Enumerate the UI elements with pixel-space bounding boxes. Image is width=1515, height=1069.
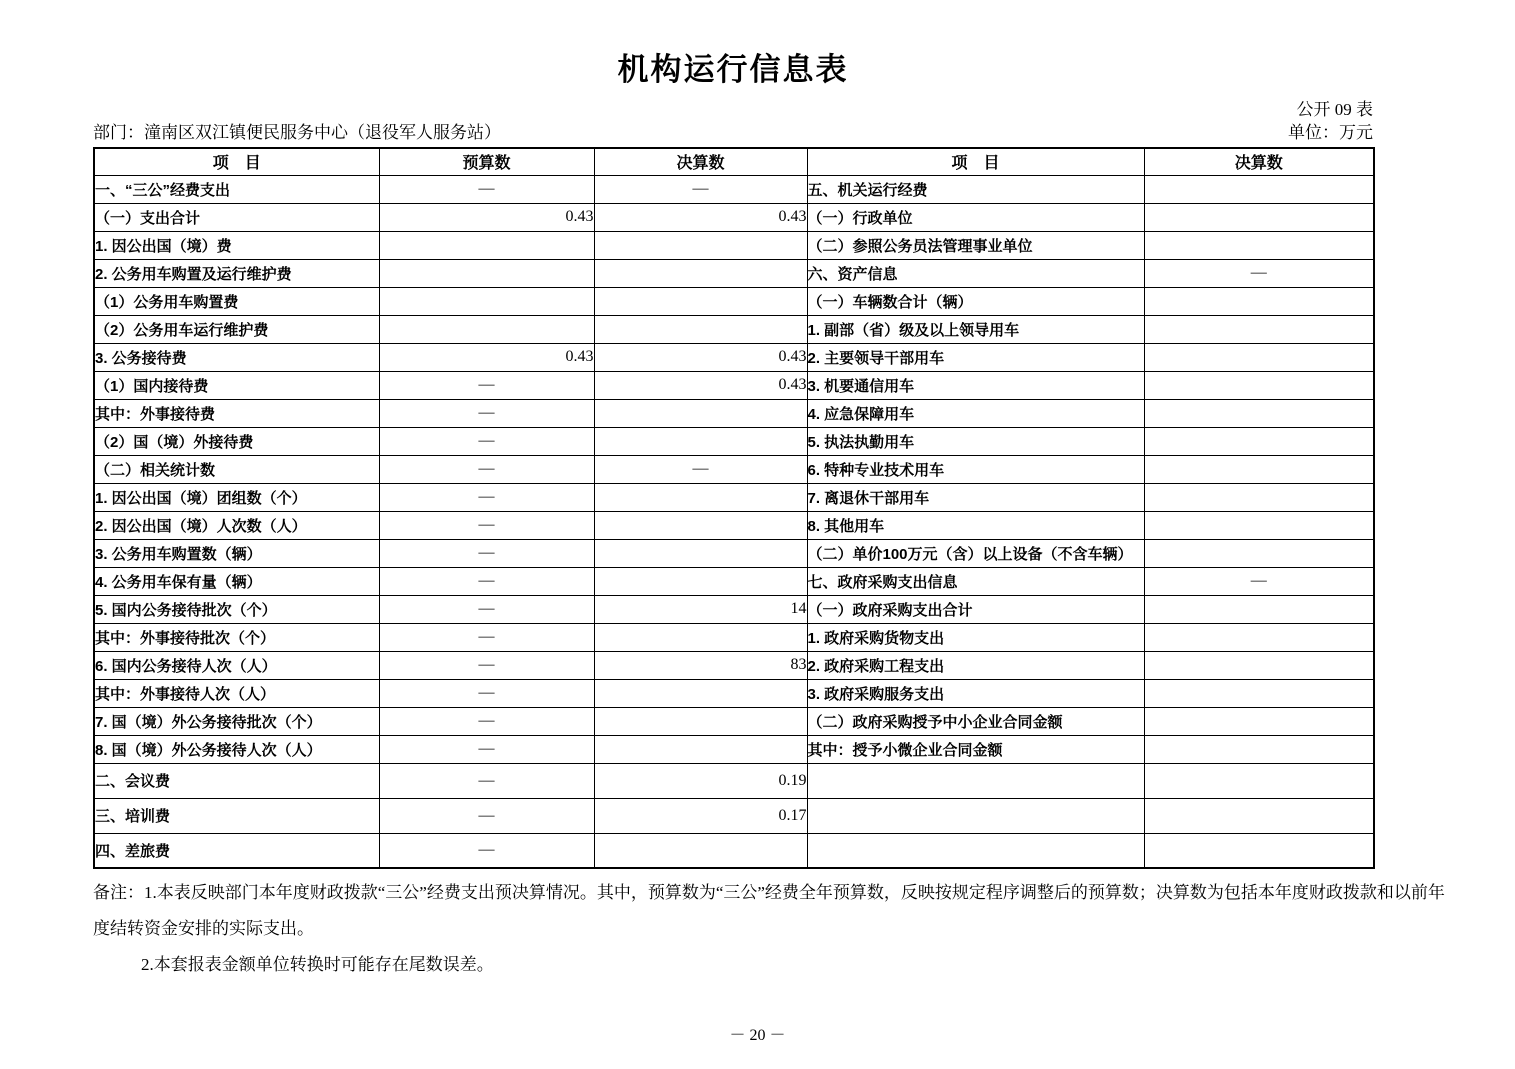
item-label-right: （二）参照公务员法管理事业单位: [807, 231, 1144, 259]
item-label-left: （2）国（境）外接待费: [94, 427, 379, 455]
budget-value: —: [379, 833, 594, 868]
item-label-right: 7. 离退休干部用车: [807, 483, 1144, 511]
final-value-left: [594, 833, 807, 868]
final-value-left: 14: [594, 595, 807, 623]
final-value-right: [1144, 455, 1374, 483]
final-value-right: [1144, 763, 1374, 798]
final-value-right: —: [1144, 259, 1374, 287]
budget-value: [379, 315, 594, 343]
final-value-right: [1144, 539, 1374, 567]
item-label-left: 一、“三公”经费支出: [94, 175, 379, 203]
item-label-right: 3. 机要通信用车: [807, 371, 1144, 399]
budget-value: —: [379, 763, 594, 798]
department-label: 部门：潼南区双江镇便民服务中心（退役军人服务站）: [93, 123, 501, 142]
item-label-left: 三、培训费: [94, 798, 379, 833]
item-label-left: 1. 因公出国（境）费: [94, 231, 379, 259]
item-label-left: 二、会议费: [94, 763, 379, 798]
final-value-left: [594, 231, 807, 259]
budget-value: —: [379, 798, 594, 833]
item-label-right: 3. 政府采购服务支出: [807, 679, 1144, 707]
item-label-right: 七、政府采购支出信息: [807, 567, 1144, 595]
final-value-right: [1144, 707, 1374, 735]
final-value-left: [594, 315, 807, 343]
final-value-right: [1144, 679, 1374, 707]
budget-value: —: [379, 567, 594, 595]
item-label-right: [807, 833, 1144, 868]
item-label-left: （二）相关统计数: [94, 455, 379, 483]
item-label-right: 5. 执法执勤用车: [807, 427, 1144, 455]
budget-value: —: [379, 371, 594, 399]
final-value-right: [1144, 623, 1374, 651]
item-label-left: 四、差旅费: [94, 833, 379, 868]
final-value-right: [1144, 595, 1374, 623]
item-label-right: 五、机关运行经费: [807, 175, 1144, 203]
final-value-right: [1144, 399, 1374, 427]
footnote-2: 2.本套报表金额单位转换时可能存在尾数误差。: [141, 955, 494, 974]
final-value-left: 0.43: [594, 203, 807, 231]
table-row: [94, 399, 1374, 427]
final-value-left: [594, 483, 807, 511]
final-value-left: [594, 399, 807, 427]
table-row: [94, 455, 1374, 483]
budget-value: —: [379, 427, 594, 455]
budget-value: —: [379, 707, 594, 735]
budget-value: —: [379, 175, 594, 203]
item-label-right: 六、资产信息: [807, 259, 1144, 287]
unit-label: 单位：万元: [1288, 123, 1373, 142]
table-row: [94, 427, 1374, 455]
budget-value: —: [379, 455, 594, 483]
header-item-right: 项 目: [807, 148, 1144, 175]
header-final-left: 决算数: [594, 148, 807, 175]
final-value-left: 0.17: [594, 798, 807, 833]
item-label-left: （1）公务用车购置费: [94, 287, 379, 315]
table-row: [94, 343, 1374, 371]
table-row: [94, 287, 1374, 315]
final-value-left: [594, 623, 807, 651]
table-body: [94, 175, 1374, 868]
item-label-left: 其中：外事接待人次（人）: [94, 679, 379, 707]
item-label-right: 1. 政府采购货物支出: [807, 623, 1144, 651]
final-value-right: [1144, 287, 1374, 315]
header-final-right: 决算数: [1144, 148, 1374, 175]
final-value-right: [1144, 798, 1374, 833]
item-label-right: 2. 主要领导干部用车: [807, 343, 1144, 371]
budget-value: [379, 231, 594, 259]
table-row: [94, 833, 1374, 868]
item-label-right: （一）行政单位: [807, 203, 1144, 231]
budget-value: —: [379, 483, 594, 511]
item-label-right: 其中：授予小微企业合同金额: [807, 735, 1144, 763]
header-item-left: 项 目: [94, 148, 379, 175]
final-value-right: [1144, 343, 1374, 371]
budget-value: [379, 259, 594, 287]
final-value-left: —: [594, 175, 807, 203]
item-label-right: 6. 特种专业技术用车: [807, 455, 1144, 483]
table-row: [94, 539, 1374, 567]
table-row: [94, 371, 1374, 399]
budget-value: —: [379, 399, 594, 427]
item-label-left: 其中：外事接待费: [94, 399, 379, 427]
item-label-left: 8. 国（境）外公务接待人次（人）: [94, 735, 379, 763]
item-label-left: （2）公务用车运行维护费: [94, 315, 379, 343]
final-value-right: —: [1144, 567, 1374, 595]
budget-value: 0.43: [379, 203, 594, 231]
footnotes: [93, 875, 1451, 983]
final-value-left: 0.19: [594, 763, 807, 798]
budget-value: —: [379, 735, 594, 763]
header-row: [94, 148, 1374, 175]
table-row: [94, 623, 1374, 651]
final-value-left: [594, 427, 807, 455]
final-value-left: 0.43: [594, 343, 807, 371]
final-value-right: [1144, 651, 1374, 679]
table-row: [94, 567, 1374, 595]
meta-row: [93, 121, 1373, 145]
final-value-left: [594, 707, 807, 735]
table-row: [94, 735, 1374, 763]
final-value-right: [1144, 427, 1374, 455]
final-value-right: [1144, 483, 1374, 511]
final-value-left: 83: [594, 651, 807, 679]
table-row: [94, 511, 1374, 539]
table-header: [94, 148, 1374, 175]
item-label-left: 1. 因公出国（境）团组数（个）: [94, 483, 379, 511]
table-row: [94, 798, 1374, 833]
item-label-left: （1）国内接待费: [94, 371, 379, 399]
table-row: [94, 483, 1374, 511]
final-value-right: [1144, 315, 1374, 343]
table-row: [94, 679, 1374, 707]
final-value-left: [594, 287, 807, 315]
page-title: 机构运行信息表: [617, 52, 849, 87]
item-label-left: 3. 公务接待费: [94, 343, 379, 371]
item-label-right: 4. 应急保障用车: [807, 399, 1144, 427]
item-label-left: 其中：外事接待批次（个）: [94, 623, 379, 651]
item-label-left: 7. 国（境）外公务接待批次（个）: [94, 707, 379, 735]
final-value-right: [1144, 203, 1374, 231]
page-number: － 20 －: [729, 1027, 786, 1044]
budget-value: —: [379, 623, 594, 651]
final-value-right: [1144, 231, 1374, 259]
table-row: [94, 175, 1374, 203]
table-row: [94, 203, 1374, 231]
final-value-left: —: [594, 455, 807, 483]
header-budget: 预算数: [379, 148, 594, 175]
item-label-right: （一）政府采购支出合计: [807, 595, 1144, 623]
form-code: 公开 09 表: [1296, 100, 1373, 119]
item-label-left: 2. 因公出国（境）人次数（人）: [94, 511, 379, 539]
budget-value: —: [379, 595, 594, 623]
item-label-right: [807, 763, 1144, 798]
item-label-left: 5. 国内公务接待批次（个）: [94, 595, 379, 623]
item-label-right: [807, 798, 1144, 833]
table-row: [94, 259, 1374, 287]
budget-value: [379, 287, 594, 315]
final-value-left: [594, 539, 807, 567]
item-label-right: （二）单价100万元（含）以上设备（不含车辆）: [807, 539, 1144, 567]
final-value-right: [1144, 175, 1374, 203]
final-value-left: [594, 679, 807, 707]
item-label-left: （一）支出合计: [94, 203, 379, 231]
final-value-left: [594, 567, 807, 595]
table-row: [94, 595, 1374, 623]
budget-value: —: [379, 511, 594, 539]
budget-value: —: [379, 679, 594, 707]
table-row: [94, 707, 1374, 735]
item-label-right: 2. 政府采购工程支出: [807, 651, 1144, 679]
item-label-right: 8. 其他用车: [807, 511, 1144, 539]
item-label-right: （二）政府采购授予中小企业合同金额: [807, 707, 1144, 735]
final-value-right: [1144, 735, 1374, 763]
item-label-left: 6. 国内公务接待人次（人）: [94, 651, 379, 679]
budget-value: —: [379, 651, 594, 679]
table-row: [94, 651, 1374, 679]
final-value-left: [594, 259, 807, 287]
table-row: [94, 763, 1374, 798]
item-label-right: （一）车辆数合计（辆）: [807, 287, 1144, 315]
final-value-left: [594, 511, 807, 539]
footnote-1: 备注：1.本表反映部门本年度财政拨款“三公”经费支出预决算情况。其中，预算数为“三公”经费全年预算数，反映按规定程序调整后的预算数；决算数为包括本年度财政拨款和以前年度结转资金安排的实际支出。: [93, 883, 1445, 938]
final-value-left: 0.43: [594, 371, 807, 399]
item-label-left: 2. 公务用车购置及运行维护费: [94, 259, 379, 287]
operation-info-table: [93, 147, 1375, 869]
final-value-right: [1144, 833, 1374, 868]
final-value-right: [1144, 371, 1374, 399]
budget-value: —: [379, 539, 594, 567]
final-value-right: [1144, 511, 1374, 539]
budget-value: 0.43: [379, 343, 594, 371]
table-row: [94, 231, 1374, 259]
final-value-left: [594, 735, 807, 763]
table-row: [94, 315, 1374, 343]
item-label-right: 1. 副部（省）级及以上领导用车: [807, 315, 1144, 343]
item-label-left: 3. 公务用车购置数（辆）: [94, 539, 379, 567]
item-label-left: 4. 公务用车保有量（辆）: [94, 567, 379, 595]
